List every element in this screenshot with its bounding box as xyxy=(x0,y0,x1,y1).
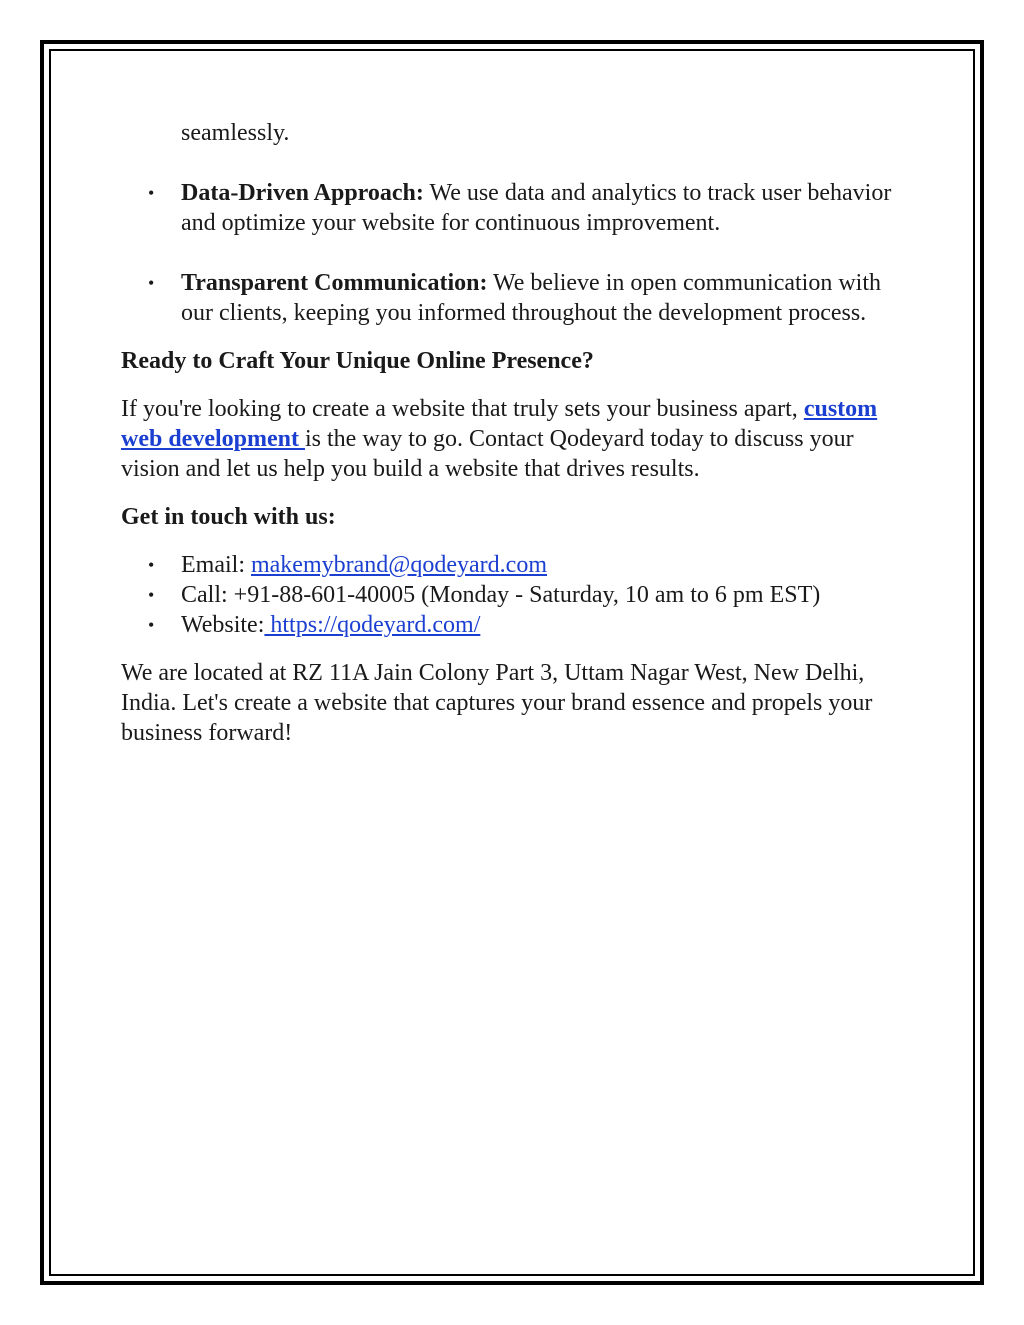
feature-text: We believe in open communication with our clients, keeping you informed throughout the development process. xyxy=(181,270,881,326)
bullet-icon: • xyxy=(148,585,155,605)
continuation-text: seamlessly. xyxy=(181,120,290,146)
list-item xyxy=(121,610,901,640)
bullet-icon: • xyxy=(148,615,155,635)
list-item xyxy=(121,268,901,328)
list-item xyxy=(121,550,901,580)
cta-paragraph xyxy=(121,394,901,484)
list-item xyxy=(121,178,901,238)
list-item xyxy=(121,580,901,610)
bullet-icon: • xyxy=(148,183,155,203)
contact-heading: Get in touch with us: xyxy=(121,504,336,530)
bullet-icon: • xyxy=(148,273,155,293)
feature-title: Data-Driven Approach: xyxy=(181,180,424,206)
features-list xyxy=(121,178,901,328)
cta-text-after: is the way to go. Contact Qodeyard today to discuss your vision and let us help you build a website that drives results. xyxy=(121,426,854,482)
document-body xyxy=(121,118,901,748)
call-text: Call: +91-88-601-40005 (Monday - Saturday, 10 am to 6 pm EST) xyxy=(181,582,821,608)
cta-text-before: If you're looking to create a website that truly sets your business apart, xyxy=(121,396,804,422)
cta-heading: Ready to Craft Your Unique Online Presence? xyxy=(121,348,594,374)
feature-title: Transparent Communication: xyxy=(181,270,488,296)
feature-text: We use data and analytics to track user behavior and optimize your website for continuous improvement. xyxy=(181,180,892,236)
custom-web-development-link[interactable]: custom web development xyxy=(121,396,878,452)
website-label: Website: xyxy=(181,612,265,638)
website-link[interactable]: https://qodeyard.com/ xyxy=(264,612,481,638)
closing-paragraph: We are located at RZ 11A Jain Colony Part 3, Uttam Nagar West, New Delhi, India. Let's create a website that captures your brand essence and propels your business forward! xyxy=(121,660,873,746)
contact-list xyxy=(121,550,901,640)
email-link[interactable]: makemybrand@qodeyard.com xyxy=(250,552,547,578)
bullet-icon: • xyxy=(148,555,155,575)
email-label: Email: xyxy=(181,552,251,578)
